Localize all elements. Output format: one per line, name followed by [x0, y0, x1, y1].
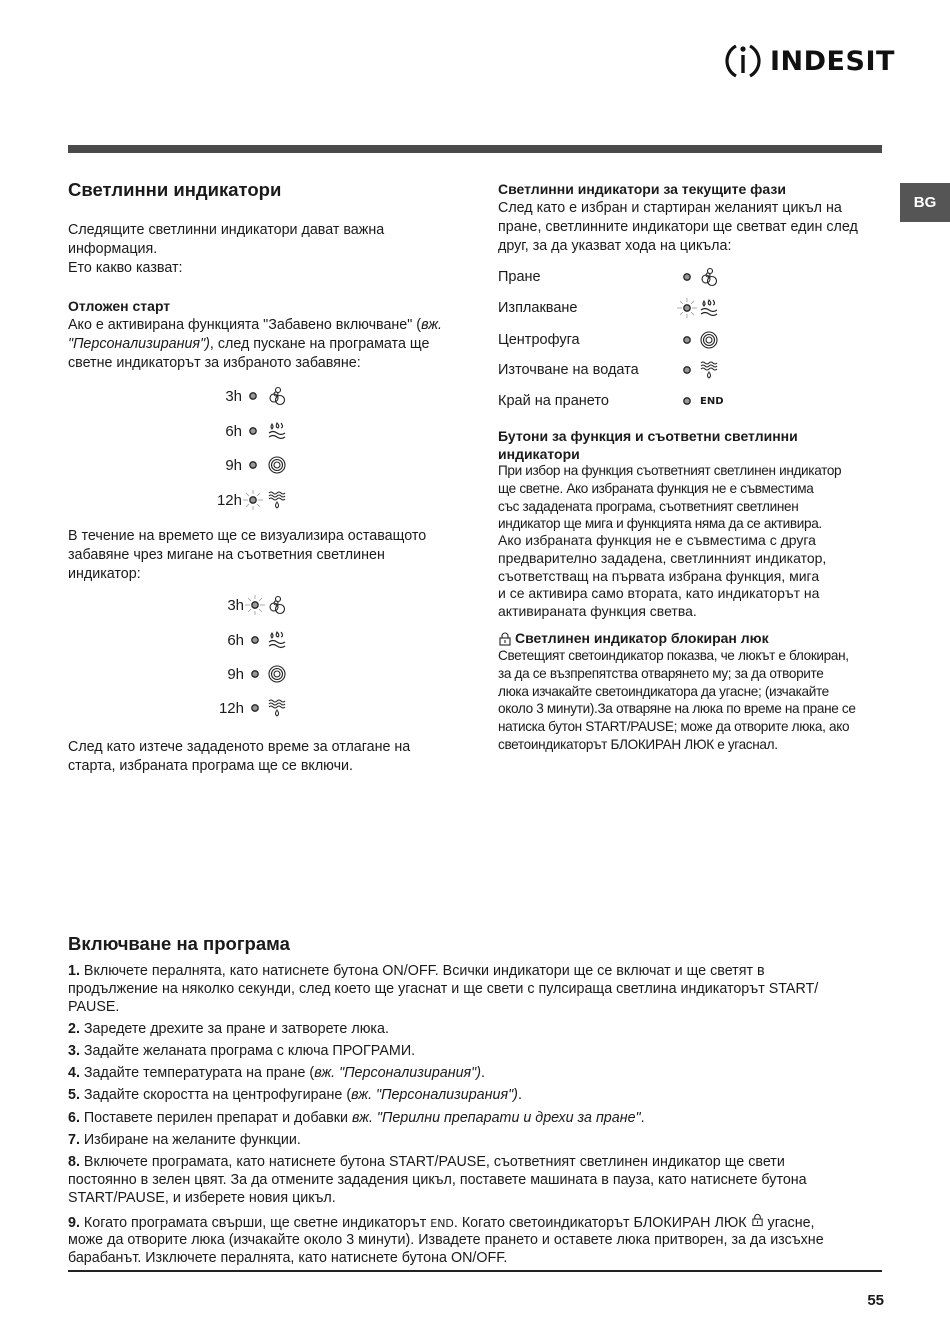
delayed-start-text: Ако е активирана функцията "Забавено включване" (вж. "Персонализирания"), след пускане на програмата ще светне индикаторът за избраното забавяне:: [68, 317, 443, 371]
step-item: 7. Избиране на желаните функции.: [68, 1131, 301, 1148]
rinse-icon: [698, 297, 720, 319]
door-lock-text: Светещият светоиндикатор показва, че люкът е блокиран, за да се възпрепятства отварянето му; за да отворите люка изчакайте светоиндикатора да угасне; (изчакайте около 3 минути).За отваряне на люка по време на пране се натиска бутон START/PAUSE; може да отворите люка, ако светоиндикаторът БЛОКИРАН ЛЮК е угаснал.: [498, 648, 856, 752]
delayed-start-title: Отложен старт: [68, 298, 171, 314]
indesit-logo-icon: [722, 40, 764, 82]
section-title-indicators: Светлинни индикатори: [68, 179, 282, 200]
delay-row: 3h: [200, 594, 288, 616]
drain-icon: [266, 489, 288, 511]
phase-row-end: Край на прането END: [498, 390, 724, 412]
indicator-light-icon: [242, 385, 264, 407]
indicator-light-lit-icon: [244, 594, 266, 616]
delay-row: 9h: [200, 663, 288, 685]
indicator-light-icon: [242, 454, 264, 476]
door-lock-title: Светлинен индикатор блокиран люк: [498, 629, 769, 647]
step-item: 3. Задайте желаната програма с ключа ПРОГРАМИ.: [68, 1042, 416, 1059]
spin-icon: [266, 454, 288, 476]
wash-icon: [266, 594, 288, 616]
indicator-light-icon: [244, 629, 266, 651]
delay-row: 6h: [198, 420, 288, 442]
functions-title: Бутони за функция и съответни светлинни индикатори: [498, 428, 798, 462]
indicator-light-icon: [676, 329, 698, 351]
header-bar: [68, 145, 882, 153]
drain-icon: [698, 359, 720, 381]
countdown-text: В течение на времето ще се визуализира оставащото забавяне чрез мигане на съответния светлинен индикатор:: [68, 528, 427, 582]
phase-row-spin: Центрофуга: [498, 329, 720, 351]
step-item: 4. Задайте температурата на пране (вж. "Персонализирания").: [68, 1065, 486, 1082]
indicator-light-lit-icon: [242, 489, 264, 511]
indicator-light-icon: [244, 663, 266, 685]
phase-row-drain: Източване на водата: [498, 359, 720, 381]
spin-icon: [698, 329, 720, 351]
phase-row-rinse: Изплакване: [498, 297, 720, 319]
delay-row: 6h: [200, 629, 288, 651]
indicator-light-icon: [244, 697, 266, 719]
spin-icon: [266, 663, 288, 685]
end-label: END: [700, 395, 724, 407]
indicator-light-icon: [676, 266, 698, 288]
delay-end-text: След като изтече зададеното време за отлагане на старта, избраната програма ще се включи.: [68, 739, 411, 774]
indicator-light-icon: [242, 420, 264, 442]
phases-title: Светлинни индикатори за текущите фази: [498, 181, 786, 197]
functions-text-a: При избор на функция съответният светлинен индикатор ще светне. Ако избраната функция не е съвместима със зададената програма, съответният светлинен индикатор ще мига и функцията няма да се активира.: [498, 463, 842, 532]
footer-rule: [68, 1270, 882, 1272]
wash-icon: [698, 266, 720, 288]
indesit-logo: [722, 40, 895, 82]
indicator-light-icon: [676, 390, 698, 412]
brand-name: INDESIT: [770, 45, 895, 77]
functions-text-b: Ако избраната функция не е съвместима с друга предварително зададена, светлинният индикатор, съответстващ на първата избрана функция, мига и се активира само втората, като индикаторът на активираната функция светва.: [498, 532, 827, 620]
intro-text: Следящите светлинни индикатори дават важна информация. Ето какво казват:: [68, 222, 385, 276]
wash-icon: [266, 385, 288, 407]
step-item: 9. Когато програмата свърши, ще светне индикаторът END. Когато светоиндикаторът БЛОКИРАН ЛЮК угасне, може да отворите люка (изчакайте около 3 минути). Извадете прането и оставете люка притворен, за да изсъхне барабанът. Изключете пералнята, като натиснете бутона ON/OFF.: [68, 1212, 888, 1268]
end-label: END: [430, 1216, 454, 1230]
delay-row: 3h: [198, 385, 288, 407]
page-number: 55: [867, 1292, 884, 1309]
phase-row-wash: Пране: [498, 266, 720, 288]
step-item: 1. Включете пералнята, като натиснете бутона ON/OFF. Всички индикатори ще се включат и ще светят в продължение на няколко секунди, след което ще угаснат и ще свети с пулсираща светлина индикаторът START/ PAUSE.: [68, 963, 819, 1015]
drain-icon: [266, 697, 288, 719]
rinse-icon: [266, 629, 288, 651]
lock-icon: [751, 1212, 764, 1227]
step-item: 5. Задайте скоростта на центрофугиране (вж. "Персонализирания").: [68, 1087, 522, 1104]
delay-row: 12h: [200, 697, 288, 719]
section-title-start-program: Включване на програма: [68, 933, 290, 954]
lock-icon: [498, 631, 512, 646]
indicator-light-icon: [676, 359, 698, 381]
step-item: 8. Включете програмата, като натиснете бутона START/PAUSE, съответният светлинен индикатор ще свети постоянно в зелен цвят. За да отмените зададения цикъл, поставете машината в пауза, като натиснете бутона START/PAUSE, и изберете новия цикъл.: [68, 1153, 807, 1206]
step-item: 2. Заредете дрехите за пране и затворете люка.: [68, 1020, 389, 1037]
steps-list: [68, 963, 888, 1272]
language-tab: BG: [900, 183, 950, 222]
rinse-icon: [266, 420, 288, 442]
delay-row: 12h: [198, 489, 288, 511]
delay-row: 9h: [198, 454, 288, 476]
phases-text: След като е избран и стартиран желаният цикъл на пране, светлинните индикатори ще светват един след друг, за да указват хода на цикъла:: [498, 200, 858, 254]
step-item: 6. Поставете перилен препарат и добавки вж. "Перилни препарати и дрехи за пране".: [68, 1109, 645, 1126]
indicator-light-lit-icon: [676, 297, 698, 319]
